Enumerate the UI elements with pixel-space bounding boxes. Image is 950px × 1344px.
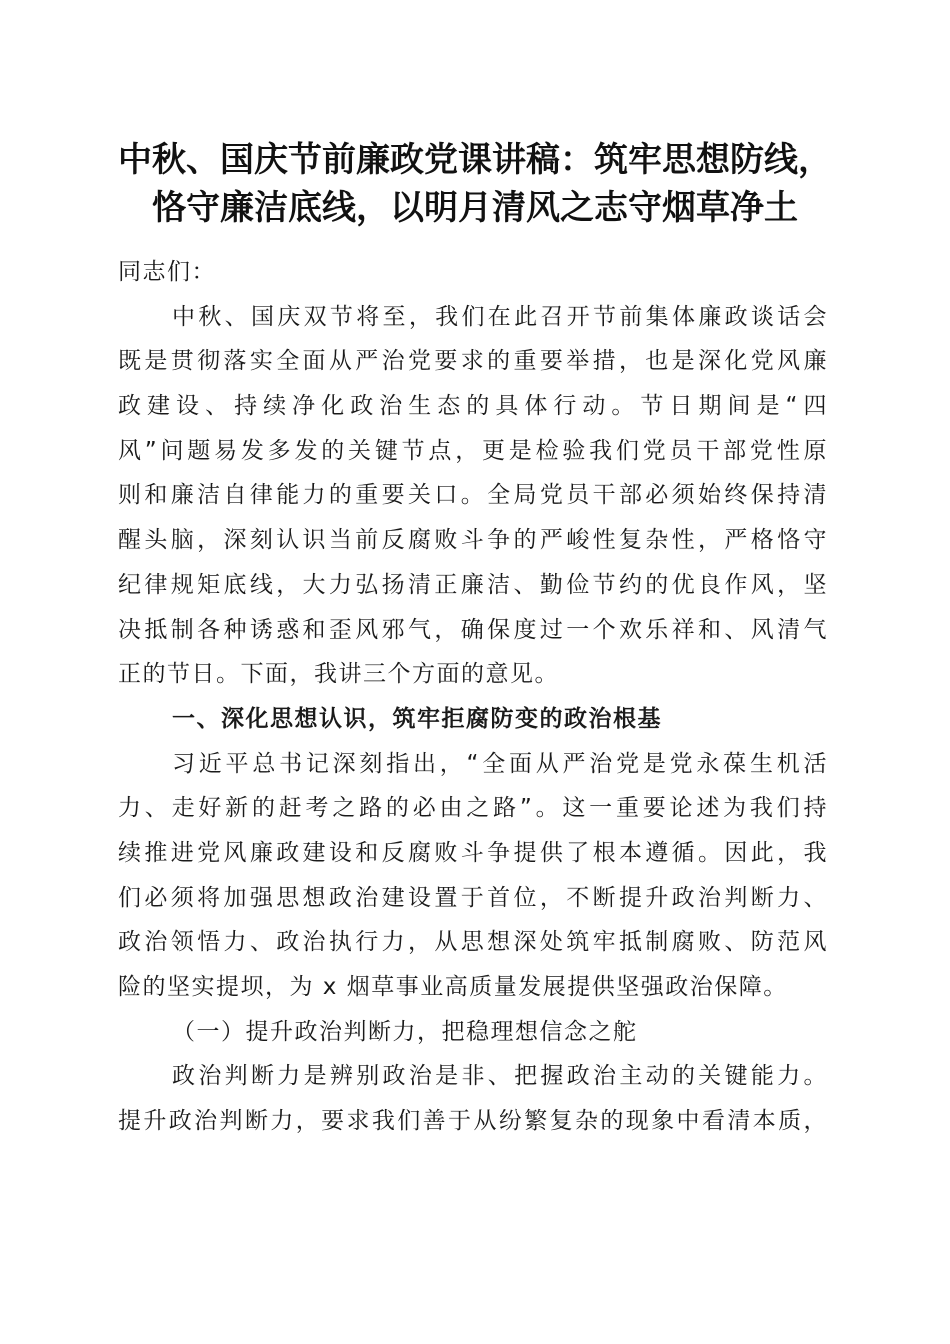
paragraph-2-line: 政治领悟力、政治执行力，从思想深处筑牢抵制腐败、防范风 — [118, 929, 828, 956]
paragraph-1-line: 既是贯彻落实全面从严治党要求的重要举措，也是深化党风廉 — [118, 348, 828, 375]
paragraph-2-line: 力、走好新的赶考之路的必由之路”。这一重要论述为我们持 — [118, 795, 828, 822]
document-title-line-2: 恪守廉洁底线，以明月清风之志守烟草净土 — [152, 188, 798, 228]
paragraph-1-line: 风”问题易发多发的关键节点，更是检验我们党员干部党性原 — [118, 437, 828, 464]
paragraph-3-line: 提升政治判断力，要求我们善于从纷繁复杂的现象中看清本质， — [118, 1108, 828, 1135]
paragraph-2-line: 续推进党风廉政建设和反腐败斗争提供了根本遵循。因此，我 — [118, 839, 828, 866]
paragraph-1-line: 正的节日。下面，我讲三个方面的意见。 — [118, 661, 559, 688]
document-title-line-1: 中秋、国庆节前廉政党课讲稿：筑牢思想防线， — [118, 140, 832, 180]
subsection-heading-1: （一）提升政治判断力，把稳理想信念之舵 — [172, 1018, 638, 1045]
paragraph-3-line: 政治判断力是辨别政治是非、把握政治主动的关键能力。 — [172, 1063, 828, 1090]
paragraph-1-line: 纪律规矩底线，大力弘扬清正廉洁、勤俭节约的优良作风，坚 — [118, 571, 828, 598]
paragraph-2-line: 险的坚实提坝，为 x 烟草事业高质量发展提供坚强政治保障。 — [118, 974, 788, 1000]
paragraph-2-line: 们必须将加强思想政治建设置于首位，不断提升政治判断力、 — [118, 884, 828, 911]
paragraph-2-line: 习近平总书记深刻指出，“全面从严治党是党永葆生机活 — [172, 750, 828, 777]
paragraph-1-line: 中秋、国庆双节将至，我们在此召开节前集体廉政谈话会 — [172, 303, 828, 330]
paragraph-1-line: 政建设、持续净化政治生态的具体行动。节日期间是“四 — [118, 393, 828, 420]
paragraph-1-line: 决抵制各种诱惑和歪风邪气，确保度过一个欢乐祥和、风清气 — [118, 616, 828, 643]
paragraph-1-line: 则和廉洁自律能力的重要关口。全局党员干部必须始终保持清 — [118, 482, 828, 509]
section-heading-1: 一、深化思想认识，筑牢拒腐防变的政治根基 — [172, 705, 662, 732]
document-body — [118, 250, 828, 1144]
paragraph-1-line: 醒头脑，深刻认识当前反腐败斗争的严峻性复杂性，严格恪守 — [118, 527, 828, 554]
salutation: 同志们： — [118, 259, 216, 285]
